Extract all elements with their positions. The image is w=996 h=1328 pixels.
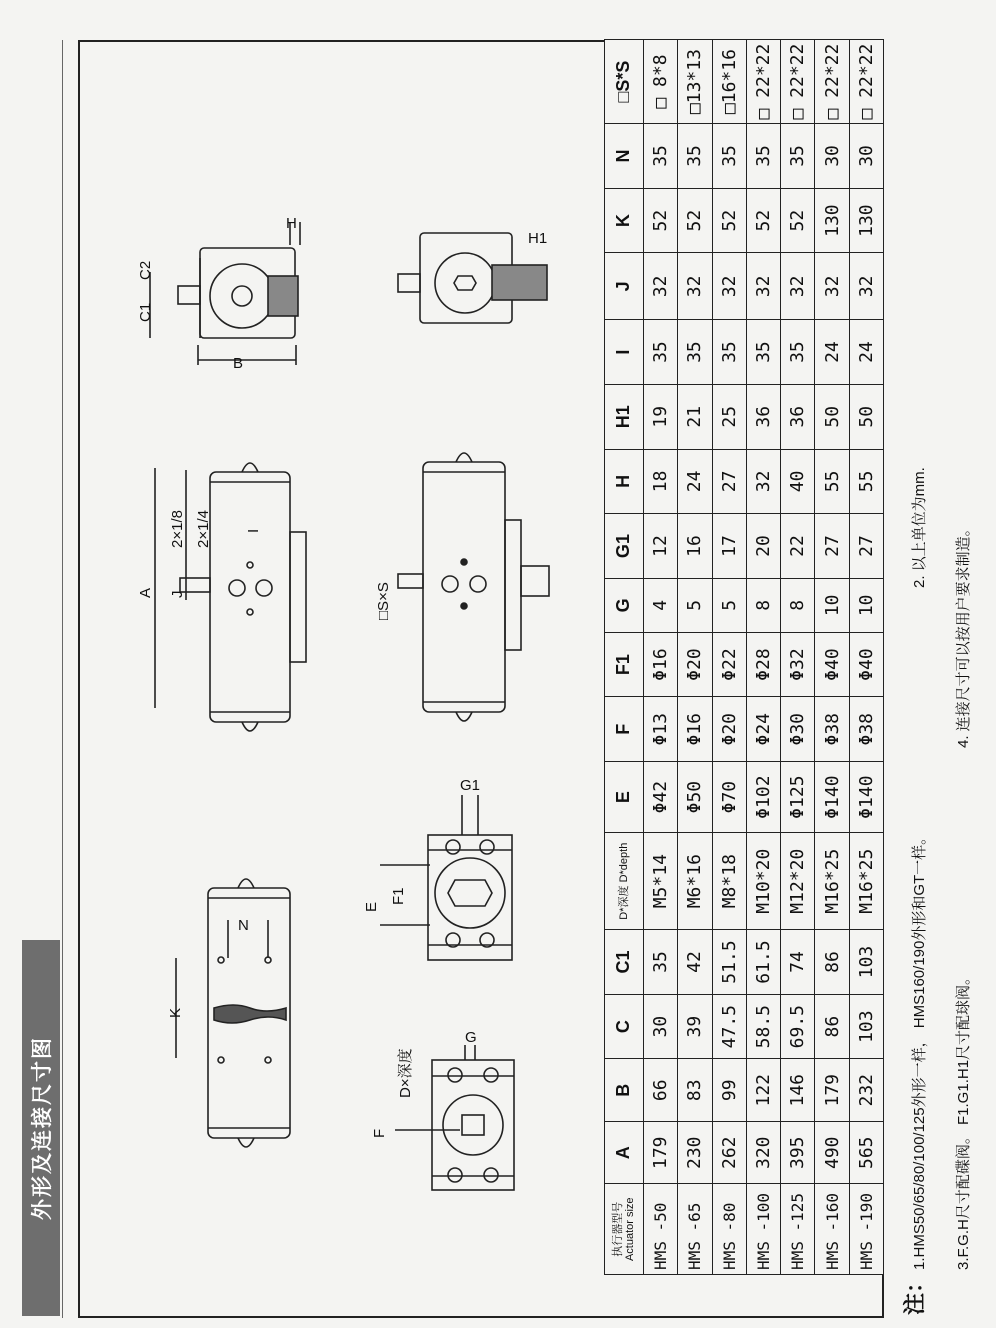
table-cell: 35 — [781, 320, 815, 385]
table-cell: 24 — [815, 320, 849, 385]
label-n: N — [238, 917, 249, 934]
note-1: 1.HMS50/65/80/100/125外形一样， HMS160/190外形和GT一样。 — [911, 829, 928, 1270]
table-cell: Φ70 — [712, 762, 746, 833]
table-cell: 262 — [712, 1121, 746, 1184]
table-cell: 5 — [712, 578, 746, 632]
table-cell: Φ38 — [815, 697, 849, 762]
table-cell: Φ40 — [815, 632, 849, 697]
table-cell: 5 — [678, 578, 712, 632]
table-cell: 16 — [678, 514, 712, 579]
table-cell: Φ28 — [746, 632, 780, 697]
table-cell: M16*25 — [849, 833, 883, 930]
table-cell: 320 — [746, 1121, 780, 1184]
table-cell: 30 — [849, 124, 883, 189]
table-cell: Φ40 — [849, 632, 883, 697]
table-header-cell: G — [605, 578, 644, 632]
table-cell: 27 — [712, 449, 746, 514]
bottom-view-e — [380, 795, 512, 960]
table-cell: 55 — [849, 449, 883, 514]
label-h1: H1 — [528, 230, 548, 247]
table-cell: 55 — [815, 449, 849, 514]
table-cell: □ 22*22 — [781, 40, 815, 124]
table-cell: Φ102 — [746, 762, 780, 833]
table-cell: 32 — [643, 253, 677, 320]
table-cell: 24 — [849, 320, 883, 385]
label-port-2: 2×1/4 — [195, 510, 212, 548]
table-cell: 30 — [815, 124, 849, 189]
table-header-cell: H1 — [605, 384, 644, 449]
table-cell: 179 — [643, 1121, 677, 1184]
table-cell: 32 — [746, 253, 780, 320]
table-cell: Φ13 — [643, 697, 677, 762]
table-cell: Φ20 — [678, 632, 712, 697]
notes-area — [888, 40, 988, 1318]
table-cell: M8*18 — [712, 833, 746, 930]
table-header-cell: N — [605, 124, 644, 189]
table-cell: 52 — [678, 188, 712, 253]
notes-prefix: 注： — [902, 1270, 927, 1315]
spec-table-wrapper — [604, 39, 884, 1275]
label-d-depth: D×深度 — [397, 1048, 414, 1098]
table-cell: Φ16 — [643, 632, 677, 697]
spec-table-body — [605, 40, 884, 1275]
table-cell: 32 — [678, 253, 712, 320]
table-cell: 10 — [815, 578, 849, 632]
side-view-k — [176, 879, 290, 1147]
table-cell: 18 — [643, 449, 677, 514]
label-e: E — [363, 901, 380, 912]
table-header-row — [605, 40, 644, 1275]
table-cell: 86 — [815, 930, 849, 995]
table-cell: 21 — [678, 384, 712, 449]
table-cell: 103 — [849, 930, 883, 995]
table-cell: Φ30 — [781, 697, 815, 762]
table-cell: 24 — [678, 449, 712, 514]
spec-table — [604, 39, 884, 1275]
table-cell: 12 — [643, 514, 677, 579]
table-header-cell: C — [605, 994, 644, 1059]
model-cell: HMS -125 — [781, 1184, 815, 1275]
table-cell: 36 — [746, 384, 780, 449]
table-cell: □ 22*22 — [849, 40, 883, 124]
note-4: 4. 连接尺寸可以按用户要求制造。 — [955, 521, 972, 748]
table-cell: 86 — [815, 994, 849, 1059]
table-cell: 42 — [678, 930, 712, 995]
table-header-cell: D*深度 D*depth — [605, 833, 644, 930]
table-cell: 35 — [643, 320, 677, 385]
model-cell: HMS -50 — [643, 1184, 677, 1275]
model-cell: HMS -190 — [849, 1184, 883, 1275]
table-cell: 19 — [643, 384, 677, 449]
table-cell: Φ42 — [643, 762, 677, 833]
table-cell: 565 — [849, 1121, 883, 1184]
label-f1: F1 — [390, 887, 407, 905]
label-g: G — [465, 1029, 477, 1046]
table-cell: 35 — [746, 320, 780, 385]
table-cell: 10 — [849, 578, 883, 632]
table-header-cell: 执行器型号 Actuator size — [605, 1184, 644, 1275]
table-cell: 52 — [643, 188, 677, 253]
table-row — [712, 40, 746, 1275]
model-cell: HMS -160 — [815, 1184, 849, 1275]
table-cell: 395 — [781, 1121, 815, 1184]
table-cell: 32 — [781, 253, 815, 320]
label-port-1: 2×1/8 — [169, 510, 186, 548]
table-header-cell: J — [605, 253, 644, 320]
table-cell: Φ50 — [678, 762, 712, 833]
table-cell: 490 — [815, 1121, 849, 1184]
table-cell: M5*14 — [643, 833, 677, 930]
table-cell: 130 — [849, 188, 883, 253]
table-cell: 50 — [815, 384, 849, 449]
table-cell: 69.5 — [781, 994, 815, 1059]
table-cell: Φ38 — [849, 697, 883, 762]
page-title: 外形及连接尺寸图 — [30, 1036, 54, 1220]
table-cell: 40 — [781, 449, 815, 514]
table-header-cell: A — [605, 1121, 644, 1184]
table-cell: 22 — [781, 514, 815, 579]
table-cell: Φ140 — [849, 762, 883, 833]
table-cell: 35 — [712, 124, 746, 189]
model-cell: HMS -80 — [712, 1184, 746, 1275]
label-k: K — [167, 1007, 184, 1018]
table-cell: 8 — [781, 578, 815, 632]
table-cell: 66 — [643, 1059, 677, 1122]
table-cell: 179 — [815, 1059, 849, 1122]
table-cell: 58.5 — [746, 994, 780, 1059]
table-cell: M10*20 — [746, 833, 780, 930]
table-header-cell: F1 — [605, 632, 644, 697]
label-g1: G1 — [460, 777, 481, 794]
table-cell: 32 — [849, 253, 883, 320]
end-view-h1 — [398, 233, 547, 323]
table-cell: 130 — [815, 188, 849, 253]
table-cell: 47.5 — [712, 994, 746, 1059]
table-cell: 35 — [643, 124, 677, 189]
table-cell: 122 — [746, 1059, 780, 1122]
label-j: J — [169, 590, 186, 598]
table-header-cell: G1 — [605, 514, 644, 579]
table-cell: 50 — [849, 384, 883, 449]
table-cell: M12*20 — [781, 833, 815, 930]
table-cell: 52 — [746, 188, 780, 253]
table-row — [678, 40, 712, 1275]
table-header-cell: H — [605, 449, 644, 514]
table-cell: 35 — [781, 124, 815, 189]
table-cell: Φ16 — [678, 697, 712, 762]
table-row — [746, 40, 780, 1275]
table-cell: □16*16 — [712, 40, 746, 124]
label-c1: C1 — [137, 302, 154, 322]
table-cell: 35 — [678, 124, 712, 189]
table-cell: 32 — [746, 449, 780, 514]
table-cell: Φ24 — [746, 697, 780, 762]
table-cell: 103 — [849, 994, 883, 1059]
table-header-cell: E — [605, 762, 644, 833]
table-cell: 35 — [712, 320, 746, 385]
table-cell: 39 — [678, 994, 712, 1059]
table-cell: 27 — [849, 514, 883, 579]
table-header-cell: I — [605, 320, 644, 385]
table-cell: Φ125 — [781, 762, 815, 833]
model-cell: HMS -100 — [746, 1184, 780, 1275]
table-cell: Φ20 — [712, 697, 746, 762]
table-cell: 20 — [746, 514, 780, 579]
label-c2: C2 — [137, 260, 154, 280]
front-view-sxs — [398, 453, 549, 721]
table-cell: □ 22*22 — [746, 40, 780, 124]
table-cell: 146 — [781, 1059, 815, 1122]
table-row — [849, 40, 883, 1275]
table-cell: 35 — [678, 320, 712, 385]
table-cell: 32 — [712, 253, 746, 320]
table-cell: □13*13 — [678, 40, 712, 124]
label-f: F — [371, 1128, 388, 1138]
table-cell: 35 — [746, 124, 780, 189]
table-cell: 27 — [815, 514, 849, 579]
table-cell: 99 — [712, 1059, 746, 1122]
table-cell: 74 — [781, 930, 815, 995]
end-view-h — [150, 222, 300, 365]
label-h: H — [286, 215, 297, 232]
label-a: A — [137, 587, 154, 598]
table-cell: 232 — [849, 1059, 883, 1122]
table-cell: Φ140 — [815, 762, 849, 833]
table-header-cell: B — [605, 1059, 644, 1122]
table-cell: 51.5 — [712, 930, 746, 995]
table-row — [815, 40, 849, 1275]
table-row — [643, 40, 677, 1275]
model-cell: HMS -65 — [678, 1184, 712, 1275]
table-cell: 61.5 — [746, 930, 780, 995]
table-cell: 230 — [678, 1121, 712, 1184]
table-header-cell: K — [605, 188, 644, 253]
table-cell: Φ22 — [712, 632, 746, 697]
table-cell: □ 22*22 — [815, 40, 849, 124]
note-2: 2. 以上单位为mm. — [911, 467, 928, 588]
table-cell: 52 — [712, 188, 746, 253]
table-cell: 25 — [712, 384, 746, 449]
table-row — [781, 40, 815, 1275]
table-cell: 35 — [643, 930, 677, 995]
table-cell: □ 8*8 — [643, 40, 677, 124]
table-cell: 32 — [815, 253, 849, 320]
table-cell: 30 — [643, 994, 677, 1059]
table-cell: Φ32 — [781, 632, 815, 697]
label-i: I — [245, 528, 262, 533]
table-cell: 52 — [781, 188, 815, 253]
table-cell: 83 — [678, 1059, 712, 1122]
table-header-cell: C1 — [605, 930, 644, 995]
note-3: 3.F.G.H尺寸配碟阀。 F1.G1.H1尺寸配球阀。 — [955, 969, 972, 1270]
table-header-cell: F — [605, 697, 644, 762]
table-cell: 4 — [643, 578, 677, 632]
label-sxs: □S×S — [375, 582, 392, 620]
table-cell: M6*16 — [678, 833, 712, 930]
table-cell: 8 — [746, 578, 780, 632]
table-cell: 36 — [781, 384, 815, 449]
label-b: B — [233, 355, 244, 372]
table-header-cell: □S*S — [605, 40, 644, 124]
table-cell: M16*25 — [815, 833, 849, 930]
table-cell: 17 — [712, 514, 746, 579]
